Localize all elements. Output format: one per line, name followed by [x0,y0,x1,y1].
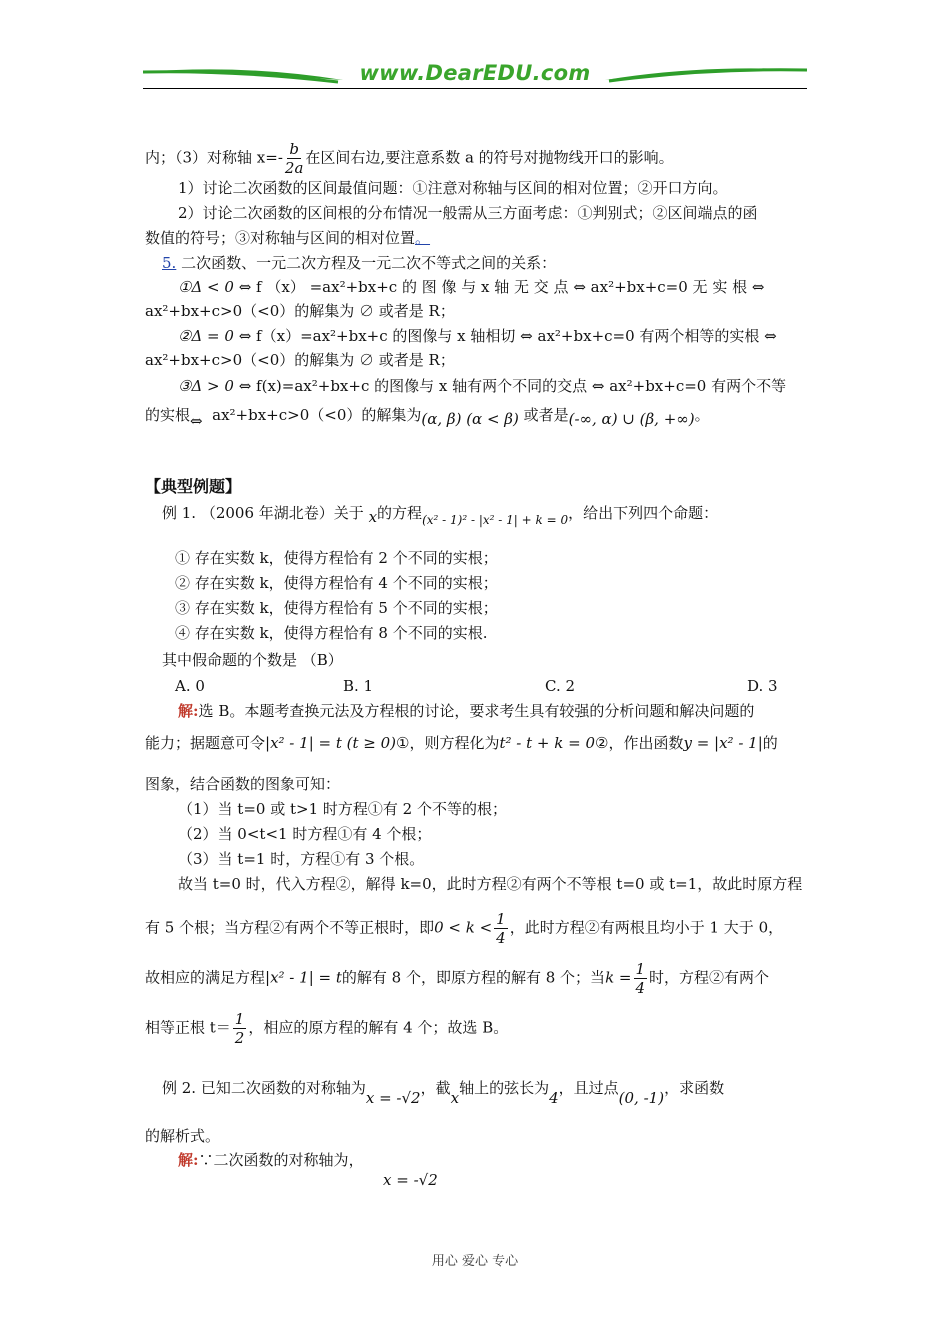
header-rule [143,88,807,89]
line-case3: ③Δ > 0 ⇔ f(x)=ax²+bx+c 的图像与 x 轴有两个不同的交点 ⇔ ax²+bx+c=0 有两个不等 [178,377,787,395]
solution-line-1: 解:选 B。本题考查换元法及方程根的讨论，要求考生具有较强的分析问题和解决问题的 [178,702,755,720]
solution-line-3: 图象，结合函数的图象可知： [145,775,341,793]
solution-line-6: 故相应的满足方程|x² - 1| = t的解有 8 个，即原方程的解有 8 个；当k = $\frac{1}{4}$ 时，方程②有两个 [145,960,770,997]
option-b: B. 1 [343,677,374,695]
solution-line-2: 能力；据题意可令|x² - 1| = t (t ≥ 0)①，则方程化为t² - t + k = 0②，作出函数y = |x² - 1|的 [145,734,778,752]
line-axis: 内；（3）对称轴 x=- $\frac{b}{2a}$ 在区间右边,要注意系数 a 的符号对抛物线开口的影响。 [145,140,674,177]
question-line: 其中假命题的个数是 （B） [162,651,343,669]
line-roots-1: 2）讨论二次函数的区间根的分布情况一般需从三方面考虑：①判别式；②区间端点的函 [178,204,758,222]
site-logo: www.DearEDU.com [359,61,591,85]
solution2-axis: x = -√2 [383,1171,438,1189]
solution-line-7: 相等正根 t＝ $\frac{1}{2}$ ，相应的原方程的解有 4 个；故选 B。 [145,1010,509,1047]
example2-question: 例 2. 已知二次函数的对称轴为x = -√2，截x轴上的弦长为4，且过点(0, -1)，求函数 [162,1079,725,1107]
option-d: D. 3 [747,677,778,695]
option-a: A. 0 [175,677,205,695]
proposition-3: ③ 存在实数 k，使得方程恰有 5 个不同的实根； [175,599,498,617]
proposition-2: ② 存在实数 k，使得方程恰有 4 个不同的实根； [175,574,498,592]
section-title: 【典型例题】 [145,477,242,496]
solution2-line: 解:∵二次函数的对称轴为， [178,1151,364,1169]
example2-question-2: 的解析式。 [145,1127,221,1145]
line-case3-b: 的实根⇔ ax²+bx+c>0（<0）的解集为(α, β) (α < β) 或者是(-∞, α) ∪ (β, +∞)。 [145,406,710,430]
case-list-3: （3）当 t=1 时，方程①有 3 个根。 [178,850,425,868]
fraction-one-quarter-2: $\frac{1}{4}$ [635,960,646,997]
line-case2: ②Δ = 0 ⇔ f（x）=ax²+bx+c 的图像与 x 轴相切 ⇔ ax²+bx+c=0 有两个相等的实根 ⇔ [178,327,777,345]
option-c: C. 2 [545,677,576,695]
page-footer: 用心 爱心 专心 [431,1254,519,1269]
line-case1-b: ax²+bx+c>0（<0）的解集为 ∅ 或者是 R； [145,302,455,320]
case-list-1: （1）当 t=0 或 t>1 时方程①有 2 个不等的根； [178,800,507,818]
example1-question: 例 1. （2006 年湖北卷）关于 x的方程$_{(x^2 - 1)^2 - |x^2 - 1| + k = 0}$，给出下列四个命题： [162,504,719,527]
fraction-b-2a: $\frac{b}{2a}$ [284,140,304,177]
proposition-1: ① 存在实数 k，使得方程恰有 2 个不同的实根； [175,549,498,567]
proposition-4: ④ 存在实数 k，使得方程恰有 8 个不同的实根. [175,624,488,642]
case-list-2: （2）当 0<t<1 时方程①有 4 个根； [178,825,432,843]
fraction-one-quarter: $\frac{1}{4}$ [496,910,506,947]
fraction-one-half: $\frac{1}{2}$ [234,1010,245,1047]
solution-line-4: 故当 t=0 时，代入方程②，解得 k=0，此时方程②有两个不等根 t=0 或 t=1，故此时原方程 [178,875,803,893]
line-roots-2: 数值的符号；③对称轴与区间的相对位置。 [145,229,431,247]
line-relation-title: 5. 二次函数、一元二次方程及一元二次不等式之间的关系： [162,254,557,272]
line-maxmin: 1）讨论二次函数的区间最值问题：①注意对称轴与区间的相对位置；②开口方向。 [178,179,728,197]
line-case1: ①Δ < 0 ⇔ f （x） =ax²+bx+c 的 图 像 与 x 轴 无 交 点 ⇔ ax²+bx+c=0 无 实 根 ⇔ [178,278,765,296]
solution-line-5: 有 5 个根；当方程②有两个不等正根时，即0 < k < $\frac{1}{4}$ ，此时方程②有两根且均小于 1 大于 0， [145,910,784,947]
line-case2-b: ax²+bx+c>0（<0）的解集为 ∅ 或者是 R； [145,351,455,369]
